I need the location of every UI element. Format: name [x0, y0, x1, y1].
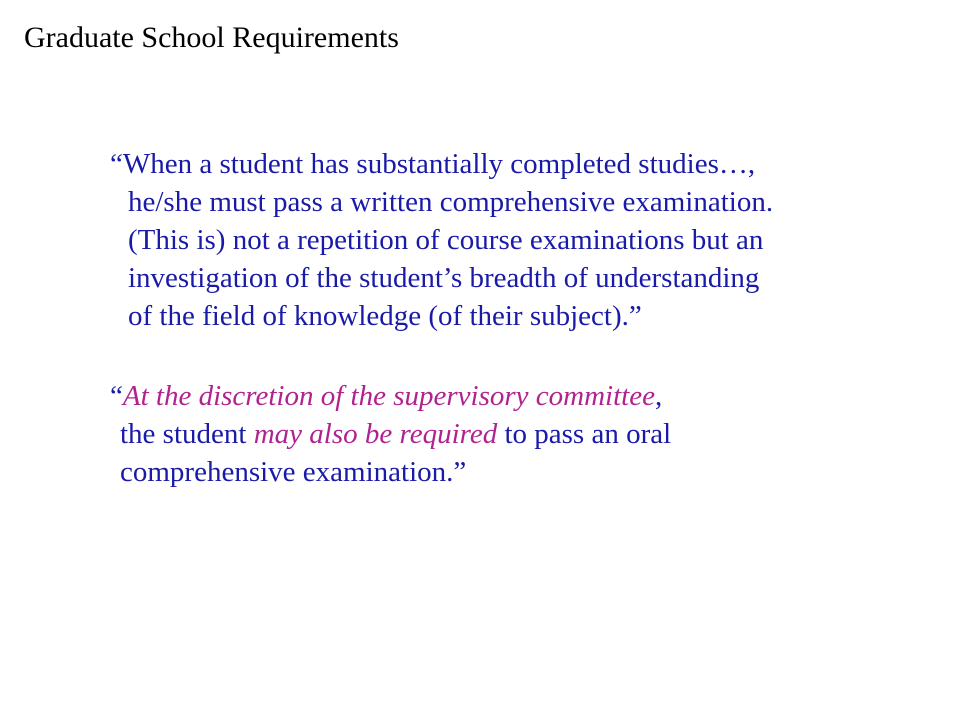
quote-line: investigation of the student’s breadth of understanding: [128, 262, 760, 294]
quote-line: he/she must pass a written comprehensive examination.: [128, 186, 774, 218]
quote-line: of the field of knowledge (of their subject).”: [128, 300, 642, 332]
quote-line: “When a student has substantially completed studies…,: [110, 148, 756, 180]
emphasis-may-be-required: may also be required: [253, 418, 498, 450]
quote-oral-exam: [110, 377, 671, 491]
quote-written-exam: [110, 145, 773, 335]
text-segment: the student: [120, 418, 254, 450]
slide-title: Graduate School Requirements: [24, 21, 399, 54]
quote-line: [110, 415, 671, 453]
text-segment: to pass an oral: [497, 418, 672, 450]
open-quote: “: [110, 380, 123, 412]
emphasis-discretion: At the discretion of the supervisory committee: [122, 380, 655, 412]
quote-line: [110, 377, 671, 415]
quote-line: comprehensive examination.”: [120, 456, 467, 488]
quote-line: (This is) not a repetition of course examinations but an: [128, 224, 764, 256]
comma: ,: [654, 380, 663, 412]
